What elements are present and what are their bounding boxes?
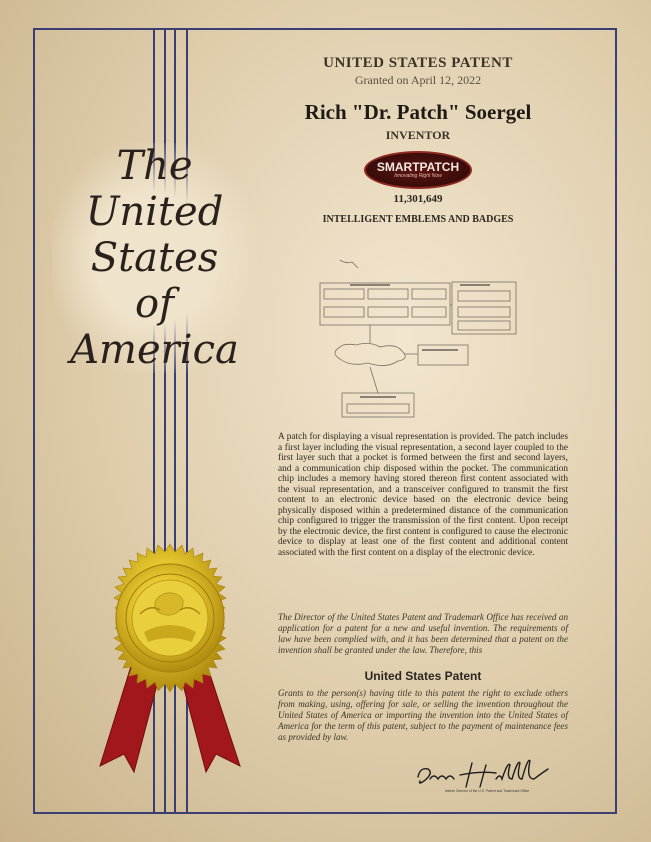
united-states-patent-heading: United States Patent [364, 669, 482, 683]
patent-abstract: A patch for displaying a visual representation is provided. The patch includes a first layer including the visual representation, a second layer coupled to the first layer such that a pocket is formed between the first and second layers, and a communication chip disposed within the pocket. The communication chip includes a memory having stored thereon first content associated with the visual representation, and a transceiver configured to transmit the first content to an electronic device based on the electronic device being physically disposed within a predetermined distance of the communication chip configured to trigger the transmission of the first content. Upon receipt by the electronic device, the first content is configured to cause the electronic device to display at least one of the first content and additional content associated with the first content on a display of the electronic device. [278, 432, 568, 558]
country-line: America [70, 327, 239, 373]
inventor-label: INVENTOR [385, 128, 451, 142]
director-signature [412, 757, 562, 793]
grant-statement: Grants to the person(s) having title to this patent the right to exclude others from making, using, offering for sale, or selling the invention throughout the United States of America or importing the invention into the United States of America for the term of this patent, subject to the payment of maintenance fees as provided by law. [278, 688, 568, 742]
inventor-name: Rich "Dr. Patch" Soergel [304, 100, 532, 124]
country-line: States [90, 235, 219, 281]
country-line: The [116, 143, 193, 189]
logo-tagline: Innovating Right Now [394, 172, 442, 179]
network-cloud [335, 343, 405, 365]
gold-seal-with-ribbons [90, 540, 250, 780]
smartpatch-logo [364, 151, 472, 189]
country-line: United [85, 189, 224, 235]
certificate-heading: UNITED STATES PATENT [323, 55, 513, 71]
country-line: of [135, 281, 174, 327]
grant-date: Granted on April 12, 2022 [354, 73, 482, 87]
patent-title: INTELLIGENT EMBLEMS AND BADGES [322, 214, 514, 225]
patent-number: 11,301,649 [393, 193, 443, 205]
country-title [52, 143, 257, 373]
director-statement: The Director of the United States Patent and Trademark Office has received an application for a patent for a new and useful invention. The requirements of law have been complied with, and it has been determined that a patent on the invention shall be granted under the law. Therefore, this [278, 612, 568, 655]
patent-drawing [300, 255, 560, 425]
drawing-pointer [340, 260, 358, 268]
logo-brand: SMARTPATCH [376, 159, 460, 174]
signer-title: Interim Director of the U.S. Patent and Trademark Office [444, 789, 530, 793]
header-block [228, 55, 608, 225]
